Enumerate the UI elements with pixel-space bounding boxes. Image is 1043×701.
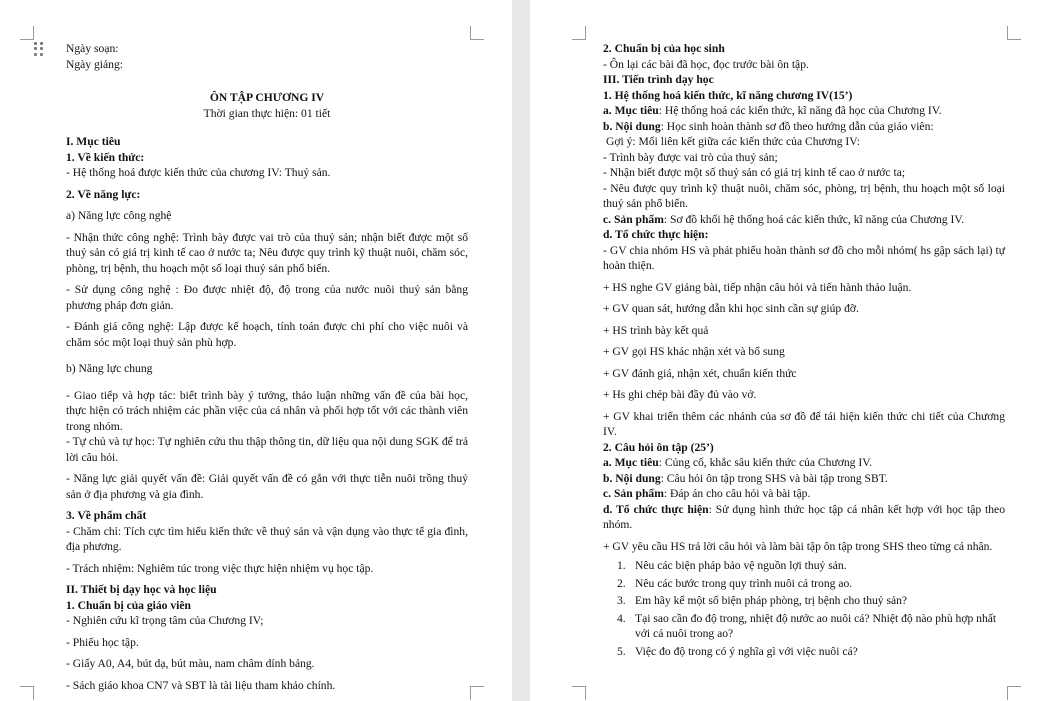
subsection-heading: 2. Câu hỏi ôn tập (25’) xyxy=(603,440,714,454)
label: a. Mục tiêu xyxy=(603,456,659,469)
list-text: Em hãy kể một số biện pháp phòng, trị bệnh cho thuỷ sản? xyxy=(635,594,908,607)
label-text: : Sử dụng hình thức học tập cá nhân kết hợp với học tập theo nhóm. xyxy=(603,502,1005,531)
page-content xyxy=(66,41,468,693)
paragraph: - GV chia nhóm HS và phát phiếu hoàn thành sơ đồ cho mỗi nhóm( hs gập sách lại) tự hoàn thiện. xyxy=(603,243,1005,272)
paragraph: + HS nghe GV giảng bài, tiếp nhận câu hỏi và tiến hành thảo luận. xyxy=(603,280,912,294)
crop-mark xyxy=(20,686,34,700)
page-gap xyxy=(512,0,530,701)
crop-mark xyxy=(1007,26,1021,40)
question-list xyxy=(617,558,1005,659)
paragraph: - Nhận thức công nghệ: Trình bày được vai trò của thuỷ sản; nhận biết được một số thuỷ sản có giá trị kinh tế cao ở nước ta; Nêu được quy trình kỹ thuật nuôi, chăm sóc, phòng, trị bệnh, thu hoạch một số loại thuỷ sản phổ biến. xyxy=(66,230,468,275)
paragraph xyxy=(603,227,1005,243)
label: c. Sản phẩm xyxy=(603,212,664,226)
paragraph: + Hs ghi chép bài đầy đủ vào vở. xyxy=(603,388,757,401)
paragraph: - Sách giáo khoa CN7 và SBT là tài liệu tham khảo chính. xyxy=(66,678,336,692)
document-title: ÔN TẬP CHƯƠNG IV xyxy=(209,91,325,104)
paragraph: - Tự chủ và tự học: Tự nghiên cứu thu thập thông tin, dữ liệu qua nội dung SGK để trả lời câu hỏi. xyxy=(66,435,468,464)
label: d. Tổ chức thực hiện xyxy=(603,502,709,516)
subsection-heading: 1. Chuẩn bị của giáo viên xyxy=(66,598,191,612)
subsection-heading: 2. Về năng lực: xyxy=(66,187,141,201)
paragraph: + GV đánh giá, nhận xét, chuẩn kiến thức xyxy=(603,366,797,380)
document-duration: Thời gian thực hiện: 01 tiết xyxy=(203,106,331,120)
teach-date: Ngày giảng: xyxy=(66,57,123,71)
label-text: : Học sinh hoàn thành sơ đồ theo hướng dẫn của giáo viên: xyxy=(660,119,934,133)
subsection-heading: 3. Về phẩm chất xyxy=(66,509,147,522)
label: d. Tổ chức thực hiện xyxy=(603,228,705,241)
list-number: 2. xyxy=(617,576,626,590)
list-number: 4. xyxy=(617,611,626,625)
paragraph: - Nhận biết được một số thuỷ sản có giá trị kinh tế cao ở nước ta; xyxy=(603,166,906,179)
label: b. Nội dung xyxy=(603,119,661,133)
label-text: : Hệ thống hoá các kiến thức, kĩ năng đã học của Chương IV. xyxy=(658,104,942,117)
crop-mark xyxy=(470,686,484,700)
paragraph: - Nghiên cứu kĩ trọng tâm của Chương IV; xyxy=(66,614,264,627)
label: c. Sản phẩm xyxy=(603,487,664,500)
section-heading: I. Mục tiêu xyxy=(66,135,121,148)
paragraph: a) Năng lực công nghệ xyxy=(66,209,172,222)
crop-mark xyxy=(1007,686,1021,700)
document-page-left xyxy=(0,0,512,701)
paragraph: - Chăm chỉ: Tích cực tìm hiểu kiến thức về thuỷ sản và vận dụng vào thực tế gia đình, địa phương. xyxy=(66,524,468,553)
prep-date: Ngày soạn: xyxy=(66,42,119,55)
label-text: : xyxy=(704,228,709,241)
list-item xyxy=(617,558,1005,574)
label-text: : Câu hỏi ôn tập trong SHS và bài tập trong SBT. xyxy=(660,471,888,485)
paragraph xyxy=(603,471,1005,487)
paragraph xyxy=(603,455,1005,471)
label-text: : Củng cố, khắc sâu kiến thức của Chương IV. xyxy=(658,456,873,469)
paragraph: - Trình bày được vai trò của thuỷ sản; xyxy=(603,150,778,164)
list-number: 1. xyxy=(617,559,626,572)
list-number: 5. xyxy=(617,644,626,658)
list-item xyxy=(617,611,1005,642)
crop-mark xyxy=(572,686,586,700)
document-page-right xyxy=(530,0,1043,701)
paragraph: - Giao tiếp và hợp tác: biết trình bày ý tưởng, thảo luận những vấn đề của bài học, thực hiện có trách nhiệm các phần việc của cá nhân và phối hợp tốt với các thành viên trong nhóm. xyxy=(66,388,468,433)
label-text: : Đáp án cho câu hỏi và bài tập. xyxy=(663,487,811,500)
paragraph xyxy=(603,103,1005,119)
crop-mark xyxy=(572,26,586,40)
paragraph: + GV gọi HS khác nhận xét và bổ sung xyxy=(603,345,785,358)
list-text: Nêu các biện pháp bảo vệ nguồn lợi thuỷ sản. xyxy=(635,559,847,572)
crop-mark xyxy=(20,26,34,40)
paragraph xyxy=(603,486,1005,502)
paragraph: + GV quan sát, hướng dẫn khi học sinh cần sự giúp đỡ. xyxy=(603,302,859,315)
label: b. Nội dung xyxy=(603,471,661,485)
page-content xyxy=(603,41,1005,661)
paragraph: - Ôn lại các bài đã học, đọc trước bài ôn tập. xyxy=(603,57,809,71)
list-text: Việc đo độ trong có ý nghĩa gì với việc nuôi cá? xyxy=(635,644,858,658)
paragraph xyxy=(603,212,1005,228)
section-heading: III. Tiến trình dạy học xyxy=(603,73,714,86)
list-text: Nêu các bước trong quy trình nuôi cá trong ao. xyxy=(635,576,853,590)
paragraph xyxy=(603,119,1005,135)
paragraph: + HS trình bày kết quả xyxy=(603,323,709,337)
paragraph: - Giấy A0, A4, bút dạ, bút màu, nam châm dính bảng. xyxy=(66,657,315,670)
paragraph: Gợi ý: Mối liên kết giữa các kiến thức của Chương IV: xyxy=(606,135,861,148)
paragraph: + GV yêu cầu HS trả lời câu hỏi và làm bài tập ôn tập trong SHS theo từng cá nhân. xyxy=(603,539,993,553)
paragraph: - Trách nhiệm: Nghiêm túc trong việc thực hiện nhiệm vụ học tập. xyxy=(66,561,374,575)
paragraph xyxy=(603,502,1005,533)
paragraph: + GV khai triển thêm các nhánh của sơ đồ để tái hiện kiến thức chi tiết của Chương IV. xyxy=(603,409,1005,438)
list-number: 3. xyxy=(617,594,626,607)
paragraph: b) Năng lực chung xyxy=(66,362,153,375)
drag-handle-icon[interactable] xyxy=(34,42,44,56)
list-item xyxy=(617,576,1005,592)
list-text: Tại sao cần đo độ trong, nhiệt độ nước ao nuôi cá? Nhiệt độ nào phù hợp nhất với cá nuôi trong ao? xyxy=(635,611,997,640)
paragraph: - Năng lực giải quyết vấn đề: Giải quyết vấn đề có gắn với thực tiễn nuôi trồng thuỷ sản ở địa phương và gia đình. xyxy=(66,472,468,501)
paragraph: - Nêu được quy trình kỹ thuật nuôi, chăm sóc, phòng, trị bệnh, thu hoạch một số loại thuỷ sản phổ biến. xyxy=(603,181,1005,210)
paragraph: - Sử dụng công nghệ : Đo được nhiệt độ, độ trong của nước nuôi thuỷ sản bằng phương pháp đơn giản. xyxy=(66,283,468,312)
label-text: : Sơ đồ khối hệ thống hoá các kiến thức, kĩ năng của Chương IV. xyxy=(663,212,965,226)
subsection-heading: 1. Về kiến thức: xyxy=(66,150,145,164)
list-item xyxy=(617,593,1005,609)
subsection-heading: 2. Chuẩn bị của học sinh xyxy=(603,42,725,55)
paragraph: - Đánh giá công nghệ: Lập được kế hoạch, tính toán được chi phí cho việc nuôi và chăm sóc một loại thuỷ sản phù hợp. xyxy=(66,320,468,349)
list-item xyxy=(617,644,1005,660)
paragraph: - Phiếu học tập. xyxy=(66,635,139,649)
section-heading: II. Thiết bị dạy học và học liệu xyxy=(66,583,217,596)
label: a. Mục tiêu xyxy=(603,104,659,117)
paragraph: - Hệ thống hoá được kiến thức của chương IV: Thuỷ sản. xyxy=(66,166,331,179)
crop-mark xyxy=(470,26,484,40)
subsection-heading: 1. Hệ thống hoá kiến thức, kĩ năng chương IV(15’) xyxy=(603,88,853,102)
